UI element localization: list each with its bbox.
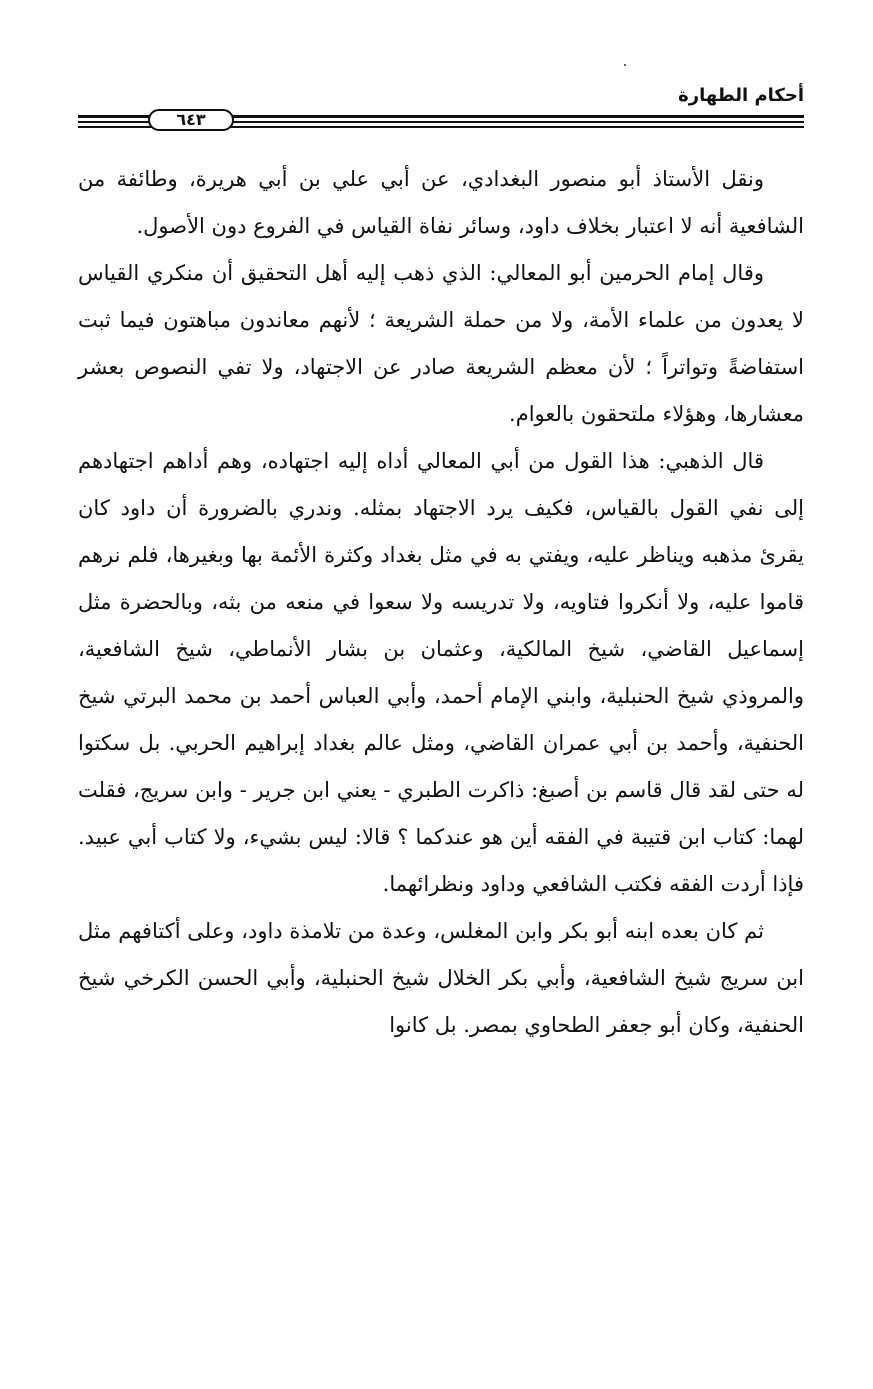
body-text (78, 156, 804, 1049)
paragraph: ونقل الأستاذ أبو منصور البغدادي، عن أبي علي بن أبي هريرة، وطائفة من الشافعية أنه لا اعتبار بخلاف داود، وسائر نفاة القياس في الفروع دون الأصول. (78, 167, 804, 238)
paragraph: قال الذهبي: هذا القول من أبي المعالي أداه إليه اجتهاده، وهم أداهم اجتهادهم إلى نفي القول بالقياس، فكيف يرد الاجتهاد بمثله. وندري بالضرورة أن داود كان يقرئ مذهبه ويناظر عليه، ويفتي به في مثل بغداد وكثرة الأئمة بها وبغيرها، فلم نرهم قاموا عليه، ولا أنكروا فتاويه، ولا تدريسه ولا سعوا في منعه من بثه، وبالحضرة مثل إسماعيل القاضي، شيخ المالكية، وعثمان بن بشار الأنماطي، شيخ الشافعية، والمروذي شيخ الحنبلية، وابني الإمام أحمد، وأبي العباس أحمد بن محمد البرتي شيخ الحنفية، وأحمد بن أبي عمران القاضي، ومثل عالم بغداد إبراهيم الحربي. بل سكتوا له حتى لقد قال قاسم بن أصبغ: ذاكرت الطبري - يعني ابن جرير - وابن سريج، فقلت لهما: كتاب ابن قتيبة في الفقه أين هو عندكما ؟ قالا: ليس بشيء، ولا كتاب أبي عبيد. فإذا أردت الفقه فكتب الشافعي وداود ونظرائهما. (78, 449, 804, 896)
running-title: أحكام الطهارة (678, 85, 804, 106)
paragraph: ثم كان بعده ابنه أبو بكر وابن المغلس، وعدة من تلامذة داود، وعلى أكتافهم مثل ابن سريج شيخ الشافعية، وأبي بكر الخلال شيخ الحنبلية، وأبي الحسن الكرخي شيخ الحنفية، وكان أبو جعفر الطحاوي بمصر. بل كانوا (78, 919, 804, 1037)
paragraph: وقال إمام الحرمين أبو المعالي: الذي ذهب إليه أهل التحقيق أن منكري القياس لا يعدون من علماء الأمة، ولا من حملة الشريعة ؛ لأنهم معاندون مباهتون فيما ثبت استفاضةً وتواتراً ؛ لأن معظم الشريعة صادر عن الاجتهاد، ولا تفي النصوص بعشر معشارها، وهؤلاء ملتحقون بالعوام. (78, 261, 804, 426)
page-number: ٦٤٣ (148, 109, 234, 131)
scan-speck (624, 64, 626, 66)
page-header (78, 84, 804, 136)
